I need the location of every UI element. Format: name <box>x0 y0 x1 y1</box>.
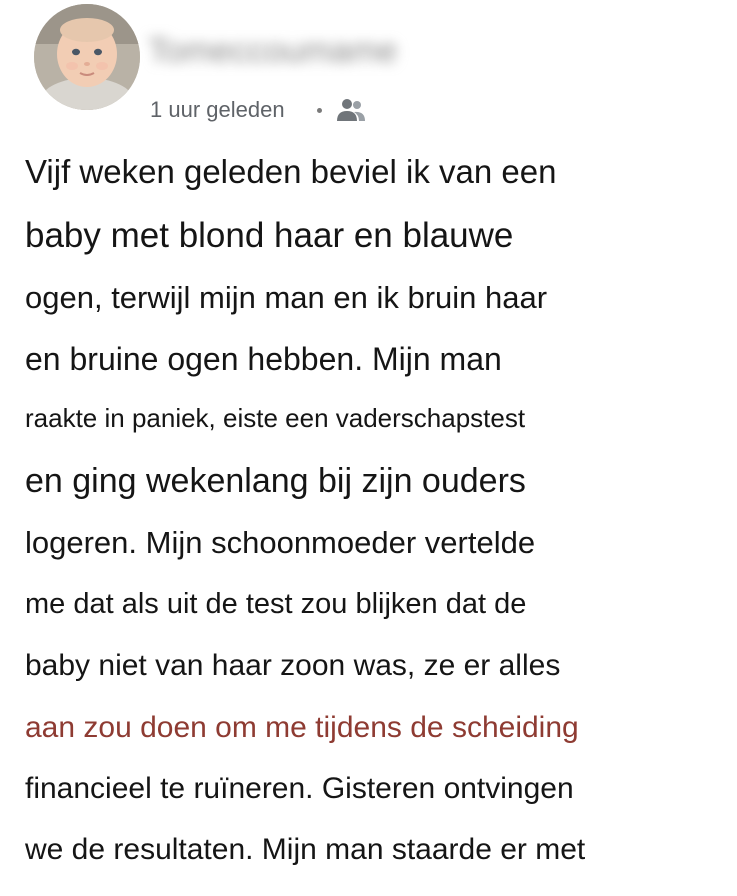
post-text-line: me dat als uit de test zou blijken dat de <box>25 588 527 620</box>
post-meta <box>150 96 366 124</box>
baby-avatar-image <box>34 4 140 110</box>
people-icon[interactable] <box>336 97 366 123</box>
separator-dot <box>317 108 322 113</box>
post-text-line: logeren. Mijn schoonmoeder vertelde <box>25 525 536 560</box>
post-timestamp[interactable]: 1 uur geleden <box>150 97 285 122</box>
post-text-line: baby met blond haar en blauwe <box>25 216 514 255</box>
post-text-line: en bruine ogen hebben. Mijn man <box>25 341 502 377</box>
post-text-line: ogen, terwijl mijn man en ik bruin haar <box>25 280 548 315</box>
post-text-line: Vijf weken geleden beviel ik van een <box>25 153 557 190</box>
post-header <box>0 0 737 140</box>
post-text-line: baby niet van haar zoon was, ze er alles <box>25 649 561 682</box>
author-name[interactable]: Tomeccoumame <box>148 32 398 70</box>
post-text-line: financieel te ruïneren. Gisteren ontvingen <box>25 772 574 805</box>
avatar[interactable] <box>34 4 140 110</box>
post-text-line-highlighted: aan zou doen om me tijdens de scheiding <box>25 711 579 744</box>
post-text-line: we de resultaten. Mijn man staarde er met <box>25 833 586 866</box>
post-text-line: en ging wekenlang bij zijn ouders <box>25 462 526 500</box>
post-text-line: raakte in paniek, eiste een vaderschapstest <box>25 403 526 433</box>
